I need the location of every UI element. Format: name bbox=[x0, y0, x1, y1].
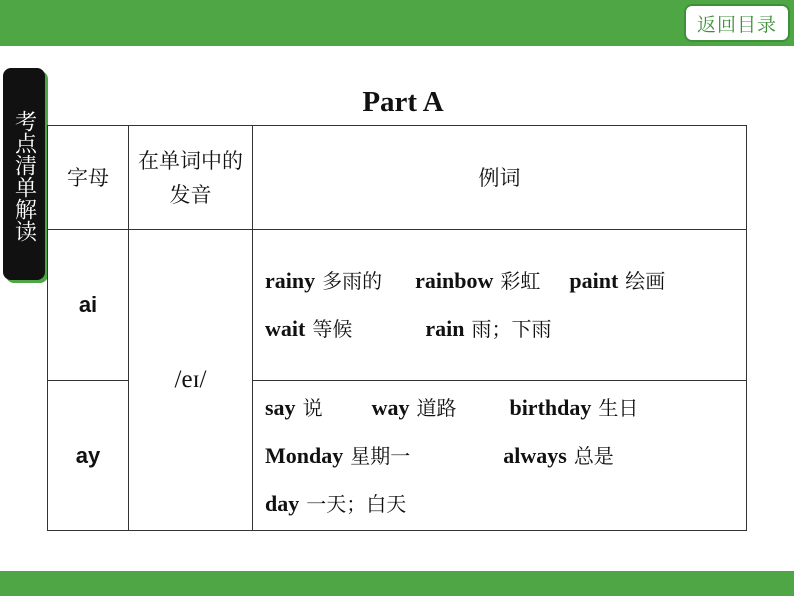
phonics-table bbox=[47, 125, 747, 531]
page-title: Part A bbox=[362, 86, 444, 118]
side-tab bbox=[3, 68, 45, 280]
example-line bbox=[265, 305, 746, 353]
back-to-contents-button[interactable]: 返回目录 bbox=[684, 4, 790, 42]
word-zh: 一天；白天 bbox=[306, 491, 407, 516]
word-zh: 彩虹 bbox=[500, 269, 541, 293]
word-zh: 说 bbox=[302, 395, 323, 420]
example-line bbox=[265, 432, 746, 480]
side-tab-label: 考点清单解读 bbox=[11, 110, 37, 242]
word-zh: 等候 bbox=[312, 317, 353, 341]
word-zh: 星期一 bbox=[350, 443, 411, 468]
header-sound: 在单词中的发音 bbox=[129, 126, 253, 230]
table-header-row bbox=[48, 126, 747, 230]
example-line bbox=[265, 480, 746, 528]
word-en: paint bbox=[569, 268, 619, 293]
word-en: say bbox=[265, 394, 296, 420]
example-line bbox=[265, 257, 746, 305]
header-examples: 例词 bbox=[253, 126, 747, 230]
header-letter: 字母 bbox=[48, 126, 129, 230]
word-zh: 总是 bbox=[573, 443, 614, 468]
table-row bbox=[48, 230, 747, 381]
word-en: always bbox=[503, 442, 567, 468]
word-en: way bbox=[371, 394, 410, 420]
word-en: rain bbox=[425, 316, 465, 341]
bottom-bar bbox=[0, 571, 794, 596]
word-en: Monday bbox=[265, 442, 344, 468]
word-zh: 生日 bbox=[598, 395, 639, 420]
word-zh: 雨；下雨 bbox=[471, 317, 552, 341]
letter-cell: ai bbox=[48, 230, 129, 381]
word-en: birthday bbox=[509, 394, 592, 420]
word-en: wait bbox=[265, 316, 306, 341]
word-en: day bbox=[265, 490, 300, 516]
word-en: rainbow bbox=[415, 268, 494, 293]
example-line bbox=[265, 384, 746, 432]
phonetic-cell: /eɪ/ bbox=[129, 230, 253, 531]
word-zh: 绘画 bbox=[625, 269, 666, 293]
top-bar bbox=[0, 0, 794, 46]
word-en: rainy bbox=[265, 268, 316, 293]
word-zh: 多雨的 bbox=[322, 269, 383, 293]
letter-cell: ay bbox=[48, 381, 129, 531]
examples-cell bbox=[253, 230, 747, 381]
word-zh: 道路 bbox=[416, 395, 457, 420]
examples-cell bbox=[253, 381, 747, 531]
